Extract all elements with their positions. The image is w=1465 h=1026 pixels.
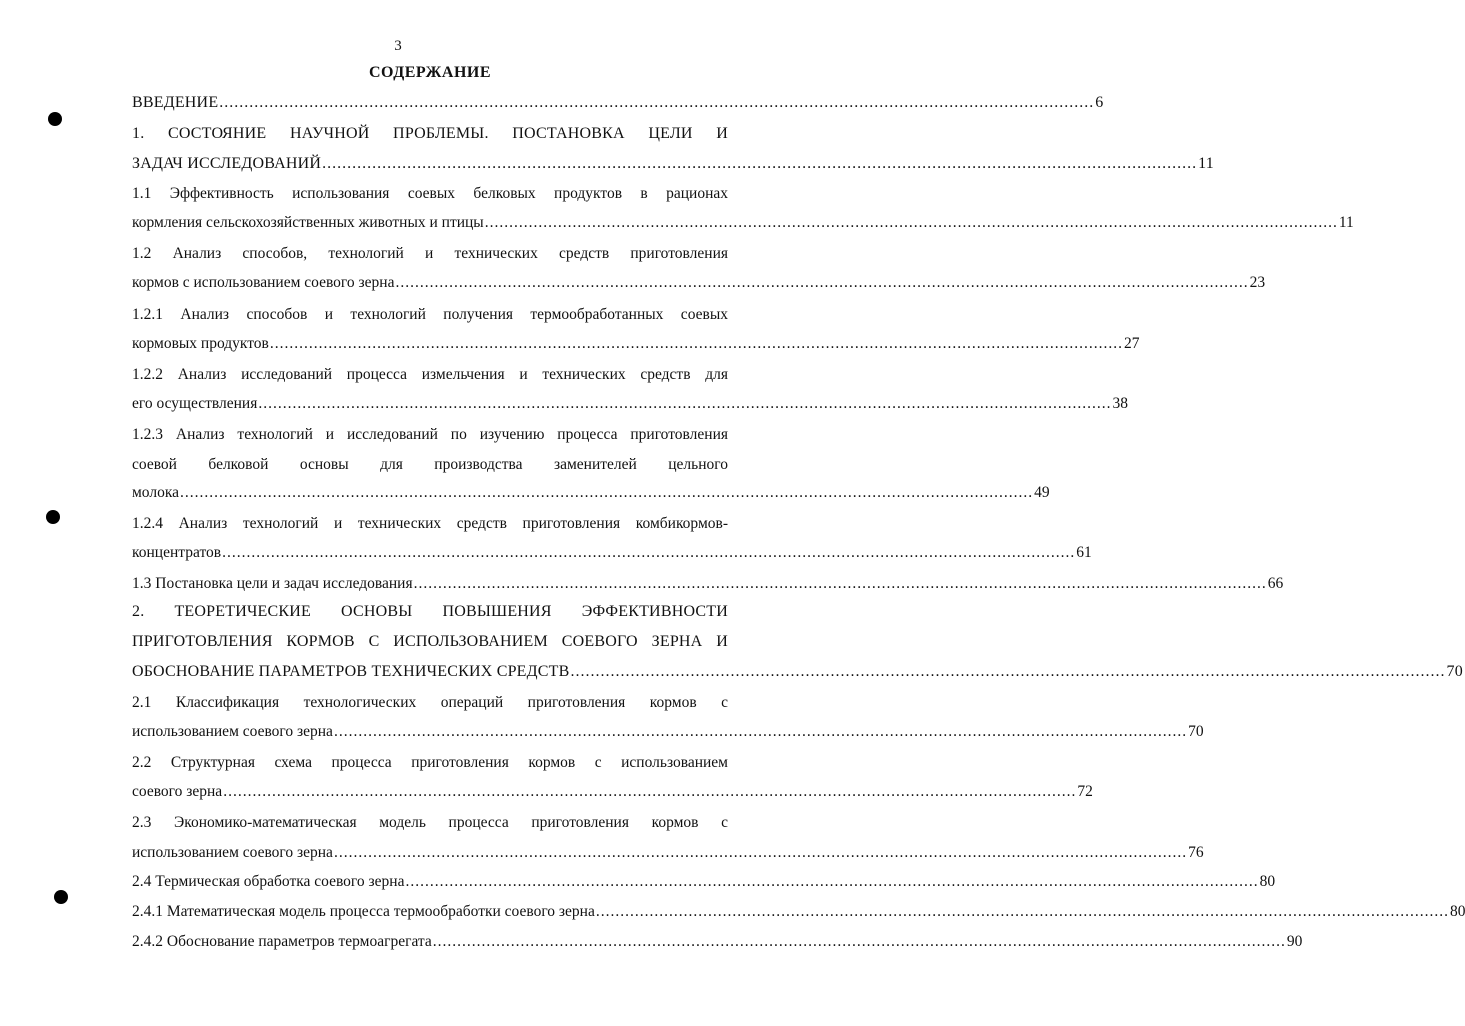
toc-entry-text: ОБОСНОВАНИЕ ПАРАМЕТРОВ ТЕХНИЧЕСКИХ СРЕДСТВ — [132, 663, 570, 680]
toc-entry-page: 11 — [1338, 214, 1354, 231]
punch-hole-middle — [46, 510, 60, 524]
toc-entry-chapter-2[interactable] — [132, 662, 1463, 682]
toc-entry-2-1[interactable] — [132, 722, 1204, 742]
toc-entry-2-1-line: 2.1 Классификация технологических операций приготовления кормов с — [132, 694, 728, 711]
toc-entry-1-2-4-line: 1.2.4 Анализ технологий и технических средств приготовления комбикормов- — [132, 515, 728, 532]
toc-entry-2-4-2[interactable] — [132, 932, 1303, 952]
dot-leader: ............................................................................................................................................................................... — [219, 94, 1095, 111]
toc-entry-1-2-1[interactable] — [132, 334, 1140, 354]
toc-entry-text: использованием соевого зерна — [132, 723, 333, 740]
toc-entry-text: 1.3 Постановка цели и задач исследования — [132, 575, 413, 592]
toc-entry-2-4[interactable] — [132, 872, 1276, 892]
toc-entry-2-2-line: 2.2 Структурная схема процесса приготовления кормов с использованием — [132, 754, 728, 771]
toc-entry-page: 90 — [1286, 933, 1303, 950]
toc-entry-page: 11 — [1198, 155, 1214, 172]
toc-entry-text: 2.4.2 Обоснование параметров термоагрегата — [132, 933, 432, 950]
toc-entry-2-3-line: 2.3 Экономико-математическая модель процесса приготовления кормов с — [132, 814, 728, 831]
dot-leader: ............................................................................................................................................................................... — [269, 335, 1123, 352]
toc-entry-page: 6 — [1095, 94, 1104, 111]
toc-title: СОДЕРЖАНИЕ — [368, 64, 492, 81]
toc-entry-chapter-1-line: 1. СОСТОЯНИЕ НАУЧНОЙ ПРОБЛЕМЫ. ПОСТАНОВКА ЦЕЛИ И — [132, 125, 728, 142]
dot-leader: ............................................................................................................................................................................... — [432, 933, 1286, 950]
toc-entry-1-2-3[interactable] — [132, 483, 1050, 503]
dot-leader: ............................................................................................................................................................................... — [333, 723, 1188, 740]
toc-entry-1-2-line: 1.2 Анализ способов, технологий и технических средств приготовления — [132, 245, 728, 262]
toc-entry-introduction[interactable] — [132, 93, 1104, 113]
toc-entry-chapter-1[interactable] — [132, 154, 1214, 174]
dot-leader: ............................................................................................................................................................................... — [222, 544, 1076, 561]
dot-leader: ............................................................................................................................................................................... — [595, 903, 1449, 920]
toc-entry-chapter-2-line: 2. ТЕОРЕТИЧЕСКИЕ ОСНОВЫ ПОВЫШЕНИЯ ЭФФЕКТИВНОСТИ — [132, 603, 728, 620]
punch-hole-bottom — [54, 890, 68, 904]
toc-entry-chapter-2-line: ПРИГОТОВЛЕНИЯ КОРМОВ С ИСПОЛЬЗОВАНИЕМ СОЕВОГО ЗЕРНА И — [132, 633, 728, 650]
toc-entry-text: кормов с использованием соевого зерна — [132, 274, 395, 291]
toc-entry-page: 76 — [1188, 844, 1204, 861]
toc-entry-1-2-3-line: 1.2.3 Анализ технологий и исследований по изучению процесса приготовления — [132, 426, 728, 443]
dot-leader: ............................................................................................................................................................................... — [180, 484, 1034, 501]
toc-entry-text: его осуществления — [132, 395, 258, 412]
toc-entry-page: 70 — [1188, 723, 1204, 740]
toc-entry-page: 38 — [1112, 395, 1128, 412]
toc-entry-text: 2.4.1 Математическая модель процесса термообработки соевого зерна — [132, 903, 595, 920]
toc-entry-page: 80 — [1259, 873, 1276, 890]
toc-entry-text: кормовых продуктов — [132, 335, 269, 352]
toc-entry-1-1[interactable] — [132, 213, 1354, 233]
dot-leader: ............................................................................................................................................................................... — [413, 575, 1267, 592]
toc-entry-text: использованием соевого зерна — [132, 844, 333, 861]
dot-leader: ............................................................................................................................................................................... — [484, 214, 1338, 231]
toc-entry-2-2[interactable] — [132, 782, 1093, 802]
dot-leader: ............................................................................................................................................................................... — [258, 395, 1112, 412]
toc-entry-page: 72 — [1077, 783, 1093, 800]
toc-entry-1-1-line: 1.1 Эффективность использования соевых белковых продуктов в рационах — [132, 185, 728, 202]
toc-entry-page: 27 — [1124, 335, 1140, 352]
toc-entry-page: 61 — [1076, 544, 1092, 561]
dot-leader: ............................................................................................................................................................................... — [405, 873, 1259, 890]
toc-entry-text: ВВЕДЕНИЕ — [132, 94, 219, 111]
dot-leader: ............................................................................................................................................................................... — [570, 663, 1446, 680]
toc-entry-1-2-1-line: 1.2.1 Анализ способов и технологий получения термообработанных соевых — [132, 306, 728, 323]
dot-leader: ............................................................................................................................................................................... — [395, 274, 1249, 291]
toc-entry-1-2-2-line: 1.2.2 Анализ исследований процесса измельчения и технических средств для — [132, 366, 728, 383]
toc-entry-page: 23 — [1249, 274, 1266, 291]
toc-entry-1-2-2[interactable] — [132, 394, 1128, 414]
toc-entry-1-3[interactable] — [132, 574, 1284, 594]
dot-leader: ............................................................................................................................................................................... — [322, 155, 1198, 172]
toc-entry-page: 49 — [1034, 484, 1050, 501]
toc-entry-page: 80 — [1449, 903, 1465, 920]
toc-entry-text: концентратов — [132, 544, 222, 561]
toc-entry-1-2-4[interactable] — [132, 543, 1092, 563]
toc-entry-1-2[interactable] — [132, 273, 1266, 293]
dot-leader: ............................................................................................................................................................................... — [223, 783, 1077, 800]
toc-entry-1-2-3-line: соевой белковой основы для производства заменителей цельного — [132, 456, 728, 473]
toc-entry-2-3[interactable] — [132, 843, 1204, 863]
toc-entry-text: соевого зерна — [132, 783, 223, 800]
toc-entry-2-4-1[interactable] — [132, 902, 1465, 922]
toc-entry-text: ЗАДАЧ ИССЛЕДОВАНИЙ — [132, 155, 322, 172]
toc-entry-page: 66 — [1267, 575, 1284, 592]
toc-entry-text: 2.4 Термическая обработка соевого зерна — [132, 873, 405, 890]
toc-entry-text: молока — [132, 484, 180, 501]
toc-entry-text: кормления сельскохозяйственных животных и птицы — [132, 214, 484, 231]
punch-hole-top — [48, 112, 62, 126]
page-number: 3 — [394, 38, 402, 54]
toc-entry-page: 70 — [1446, 663, 1463, 680]
dot-leader: ............................................................................................................................................................................... — [333, 844, 1188, 861]
